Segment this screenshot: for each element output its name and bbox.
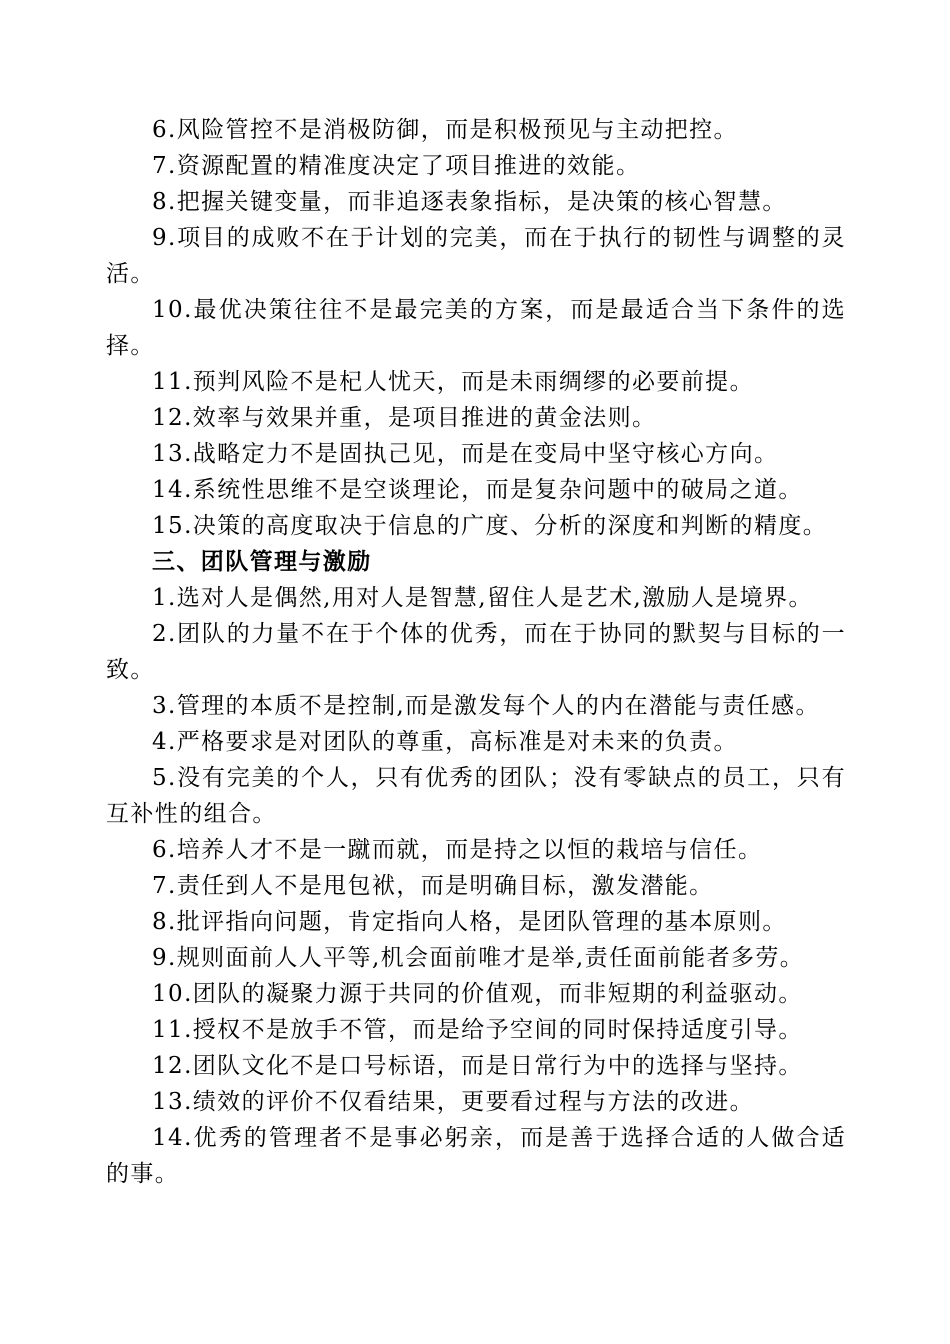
section-heading: 三、团队管理与激励 bbox=[152, 549, 372, 575]
paragraph-b14: 14.优秀的管理者不是事必躬亲，而是善于选择合适的人做合适的事。 bbox=[106, 1125, 846, 1187]
paragraph-a13: 13.战略定力不是固执己见，而是在变局中坚守核心方向。 bbox=[152, 441, 779, 467]
paragraph-a10: 10.最优决策往往不是最完美的方案，而是最适合当下条件的选择。 bbox=[106, 297, 846, 359]
paragraph-b6: 6.培养人才不是一蹴而就，而是持之以恒的栽培与信任。 bbox=[152, 837, 763, 863]
paragraph-a11: 11.预判风险不是杞人忧天，而是未雨绸缪的必要前提。 bbox=[152, 369, 754, 395]
paragraph-b10: 10.团队的凝聚力源于共同的价值观，而非短期的利益驱动。 bbox=[152, 981, 803, 1007]
paragraph-b8: 8.批评指向问题，肯定指向人格，是团队管理的基本原则。 bbox=[152, 909, 787, 935]
paragraph-b4: 4.严格要求是对团队的尊重，高标准是对未来的负责。 bbox=[152, 729, 738, 755]
paragraph-b7: 7.责任到人不是甩包袱，而是明确目标，激发潜能。 bbox=[152, 873, 714, 899]
paragraph-a8: 8.把握关键变量，而非追逐表象指标，是决策的核心智慧。 bbox=[152, 189, 787, 215]
paragraph-a7: 7.资源配置的精准度决定了项目推进的效能。 bbox=[152, 153, 641, 179]
paragraph-a15: 15.决策的高度取决于信息的广度、分析的深度和判断的精度。 bbox=[152, 513, 828, 539]
paragraph-b9: 9.规则面前人人平等,机会面前唯才是举,责任面前能者多劳。 bbox=[152, 945, 805, 971]
paragraph-b2: 2.团队的力量不在于个体的优秀，而在于协同的默契与目标的一致。 bbox=[106, 621, 846, 683]
paragraph-b11: 11.授权不是放手不管，而是给予空间的同时保持适度引导。 bbox=[152, 1017, 803, 1043]
paragraph-b5: 5.没有完美的个人，只有优秀的团队；没有零缺点的员工，只有互补性的组合。 bbox=[106, 765, 846, 827]
paragraph-a6: 6.风险管控不是消极防御，而是积极预见与主动把控。 bbox=[152, 117, 738, 143]
paragraph-a9: 9.项目的成败不在于计划的完美，而在于执行的韧性与调整的灵活。 bbox=[106, 225, 846, 287]
paragraph-b3: 3.管理的本质不是控制,而是激发每个人的内在潜能与责任感。 bbox=[152, 693, 820, 719]
document-body bbox=[106, 112, 846, 1192]
paragraph-a12: 12.效率与效果并重，是项目推进的黄金法则。 bbox=[152, 405, 657, 431]
paragraph-a14: 14.系统性思维不是空谈理论，而是复杂问题中的破局之道。 bbox=[152, 477, 803, 503]
paragraph-b1: 1.选对人是偶然,用对人是智慧,留住人是艺术,激励人是境界。 bbox=[152, 585, 813, 611]
paragraph-b12: 12.团队文化不是口号标语，而是日常行为中的选择与坚持。 bbox=[152, 1053, 803, 1079]
paragraph-b13: 13.绩效的评价不仅看结果，更要看过程与方法的改进。 bbox=[152, 1089, 754, 1115]
